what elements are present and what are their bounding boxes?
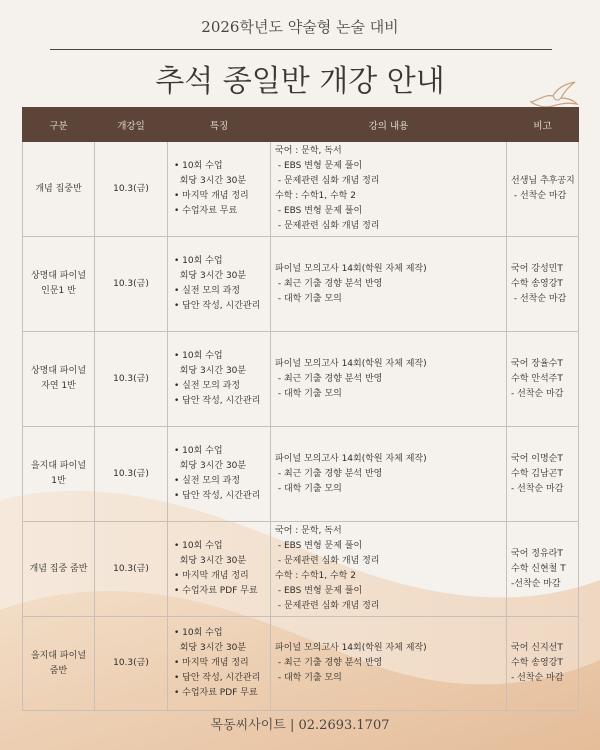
cell-lecture-content bbox=[271, 617, 507, 711]
cell-category-line: 을지대 파이널 bbox=[30, 461, 87, 471]
cell-features-line: • 10회 수업 bbox=[174, 351, 223, 361]
cell-features-line: • 실전 모의 과정 bbox=[174, 286, 241, 296]
cell-features-line: • 마지막 개념 정리 bbox=[174, 658, 249, 668]
cell-features-line: • 실전 모의 과정 bbox=[174, 381, 241, 391]
cell-notes-line: 수학 김남곤T bbox=[511, 468, 563, 479]
table-row bbox=[23, 237, 579, 332]
cell-lecture-content-line: - EBS 변형 문제 풀이 bbox=[275, 541, 363, 551]
cell-category-line: 상명대 파이널 bbox=[30, 271, 87, 281]
cell-features-line: • 10회 수업 bbox=[174, 628, 223, 638]
cell-notes-line: - 선착순 마감 bbox=[511, 388, 564, 399]
cell-features bbox=[168, 237, 271, 332]
cell-lecture-content-line: - 대학 기출 모의 bbox=[275, 483, 342, 494]
page-subtitle: 2026학년도 약술형 논술 대비 bbox=[201, 18, 399, 36]
cell-lecture-content-line: 파이널 모의고사 14회(학원 자체 제작) bbox=[275, 358, 427, 369]
cell-features-line: 회당 3시간 30분 bbox=[174, 643, 247, 653]
cell-notes-line: 국어 장율수T bbox=[511, 358, 563, 369]
cell-features-line: 회당 3시간 30분 bbox=[174, 366, 247, 376]
header-category: 구분 bbox=[23, 108, 95, 142]
table-header-row bbox=[23, 108, 579, 142]
cell-notes-line: 국어 신지선T bbox=[511, 643, 563, 653]
cell-features-line: • 수업자료 무료 bbox=[174, 206, 238, 216]
table-row bbox=[23, 142, 579, 237]
cell-features-line: • 답안 작성, 시간관리 bbox=[174, 673, 261, 683]
cell-lecture-content-line: 국어 : 문학, 독서 bbox=[275, 146, 342, 156]
cell-notes-line: 수학 안석주T bbox=[511, 373, 563, 384]
cell-category-line: 1반 bbox=[51, 476, 66, 486]
cell-notes-line: - 선착순 마감 bbox=[511, 191, 567, 201]
cell-features-line: • 수업자료 PDF 무료 bbox=[174, 586, 258, 596]
cell-category-line: 개념 집중반 bbox=[35, 183, 82, 194]
cell-lecture-content-line: 파이널 모의고사 14회(학원 자체 제작) bbox=[275, 453, 427, 464]
cell-notes-line: - 선착순 마감 bbox=[511, 293, 567, 304]
cell-features-line: • 10회 수업 bbox=[174, 446, 223, 456]
cell-notes-line: 국어 강성민T bbox=[511, 263, 563, 274]
cell-lecture-content-line: - 대학 기출 모의 bbox=[275, 293, 342, 304]
cell-features-line: 회당 3시간 30분 bbox=[174, 271, 247, 281]
cell-notes-line: 국어 정유라T bbox=[511, 548, 563, 559]
cell-lecture-content-line: - 문제관련 심화 개념 정리 bbox=[275, 556, 380, 566]
cell-lecture-content-line: 국어 : 문학, 독서 bbox=[275, 526, 342, 536]
cell-category bbox=[23, 427, 95, 522]
table-row bbox=[23, 332, 579, 427]
cell-lecture-content bbox=[271, 427, 507, 522]
cell-features-line: • 답안 작성, 시간관리 bbox=[174, 491, 261, 501]
cell-start-date: 10.3(금) bbox=[95, 427, 168, 522]
cell-start-date: 10.3(금) bbox=[95, 522, 168, 617]
header-notes: 비고 bbox=[507, 108, 579, 142]
cell-features bbox=[168, 617, 271, 711]
cell-notes bbox=[507, 237, 579, 332]
cell-features bbox=[168, 427, 271, 522]
cell-features-line: 회당 3시간 30분 bbox=[174, 176, 247, 186]
course-schedule-table bbox=[22, 107, 579, 711]
cell-notes-line: -선착순 마감 bbox=[511, 578, 561, 589]
cell-category-line: 상명대 파이널 bbox=[30, 366, 87, 376]
cell-lecture-content-line: - 최근 기출 경향 분석 반영 bbox=[275, 373, 383, 384]
cell-notes bbox=[507, 617, 579, 711]
cell-notes bbox=[507, 427, 579, 522]
page-title: 추석 종일반 개강 안내 bbox=[155, 64, 445, 99]
cell-start-date: 10.3(금) bbox=[95, 332, 168, 427]
cell-lecture-content-line: 파이널 모의고사 14회(학원 자체 제작) bbox=[275, 263, 427, 274]
cell-notes-line: 선생님 추후공지 bbox=[511, 176, 575, 186]
cell-category-line: 자연 1반 bbox=[41, 381, 76, 391]
cell-features-line: • 10회 수업 bbox=[174, 541, 223, 551]
cell-lecture-content-line: - 대학 기출 모의 bbox=[275, 673, 342, 683]
cell-lecture-content bbox=[271, 522, 507, 617]
header-features: 특징 bbox=[168, 108, 271, 142]
cell-features-line: • 답안 작성, 시간관리 bbox=[174, 396, 261, 406]
cell-start-date: 10.3(금) bbox=[95, 237, 168, 332]
cell-features bbox=[168, 522, 271, 617]
cell-lecture-content-line: - EBS 변형 문제 풀이 bbox=[275, 161, 363, 171]
cell-lecture-content-line: 수학 : 수학1, 수학 2 bbox=[275, 571, 356, 581]
cell-lecture-content-line: - 최근 기출 경향 분석 반영 bbox=[275, 658, 383, 668]
cell-category bbox=[23, 332, 95, 427]
cell-notes-line: 수학 신현철 T bbox=[511, 563, 566, 574]
table-row bbox=[23, 617, 579, 711]
cell-category bbox=[23, 142, 95, 237]
cell-notes-line: 수학 송영강T bbox=[511, 278, 563, 289]
cell-start-date: 10.3(금) bbox=[95, 142, 168, 237]
cell-lecture-content-line: - 문제관련 심화 개념 정리 bbox=[275, 176, 380, 186]
cell-notes-line: - 선착순 마감 bbox=[511, 483, 564, 494]
cell-lecture-content-line: - 최근 기출 경향 분석 반영 bbox=[275, 278, 383, 289]
cell-features bbox=[168, 332, 271, 427]
cell-features-line: • 수업자료 PDF 무료 bbox=[174, 688, 258, 698]
cell-lecture-content bbox=[271, 332, 507, 427]
cell-notes-line: 수학 송영강T bbox=[511, 658, 563, 668]
cell-lecture-content-line: - 최근 기출 경향 분석 반영 bbox=[275, 468, 383, 479]
cell-notes-line: - 선착순 마감 bbox=[511, 673, 564, 683]
cell-category-line: 인문1 반 bbox=[41, 286, 76, 296]
cell-lecture-content-line: - 문제관련 심화 개념 정리 bbox=[275, 221, 380, 231]
cell-features-line: 회당 3시간 30분 bbox=[174, 461, 247, 471]
cell-category-line: 개념 집중 줌반 bbox=[29, 563, 88, 574]
cell-lecture-content-line: - EBS 변형 문제 풀이 bbox=[275, 206, 363, 216]
cell-category bbox=[23, 617, 95, 711]
cell-category bbox=[23, 522, 95, 617]
cell-features-line: • 마지막 개념 정리 bbox=[174, 191, 249, 201]
cell-features-line: 회당 3시간 30분 bbox=[174, 556, 247, 566]
cell-notes bbox=[507, 142, 579, 237]
cell-lecture-content-line: 수학 : 수학1, 수학 2 bbox=[275, 191, 356, 201]
cell-category-line: 을지대 파이널 bbox=[30, 650, 87, 661]
cell-start-date: 10.3(금) bbox=[95, 617, 168, 711]
cell-lecture-content bbox=[271, 142, 507, 237]
header-lecture-content: 강의 내용 bbox=[271, 108, 507, 142]
cell-notes bbox=[507, 332, 579, 427]
cell-features-line: • 10회 수업 bbox=[174, 161, 223, 171]
cell-features-line: • 답안 작성, 시간관리 bbox=[174, 301, 261, 311]
cell-features-line: • 마지막 개념 정리 bbox=[174, 571, 249, 581]
cell-category bbox=[23, 237, 95, 332]
cell-notes bbox=[507, 522, 579, 617]
cell-features-line: • 실전 모의 과정 bbox=[174, 476, 241, 486]
table-row bbox=[23, 522, 579, 617]
cell-lecture-content bbox=[271, 237, 507, 332]
header-start-date: 개강일 bbox=[95, 108, 168, 142]
cell-lecture-content-line: - 문제관련 심화 개념 정리 bbox=[275, 601, 380, 611]
title-divider bbox=[50, 49, 552, 50]
cell-lecture-content-line: - 대학 기출 모의 bbox=[275, 388, 342, 399]
footer-contact: 목동씨사이트 | 02.2693.1707 bbox=[210, 718, 390, 733]
cell-lecture-content-line: 파이널 모의고사 14회(학원 자체 제작) bbox=[275, 643, 427, 653]
table-row bbox=[23, 427, 579, 522]
cell-notes-line: 국어 이명순T bbox=[511, 453, 563, 464]
cell-lecture-content-line: - EBS 변형 문제 풀이 bbox=[275, 586, 363, 596]
cell-features-line: • 10회 수업 bbox=[174, 256, 223, 266]
cell-features bbox=[168, 142, 271, 237]
cell-category-line: 줌반 bbox=[49, 665, 68, 676]
